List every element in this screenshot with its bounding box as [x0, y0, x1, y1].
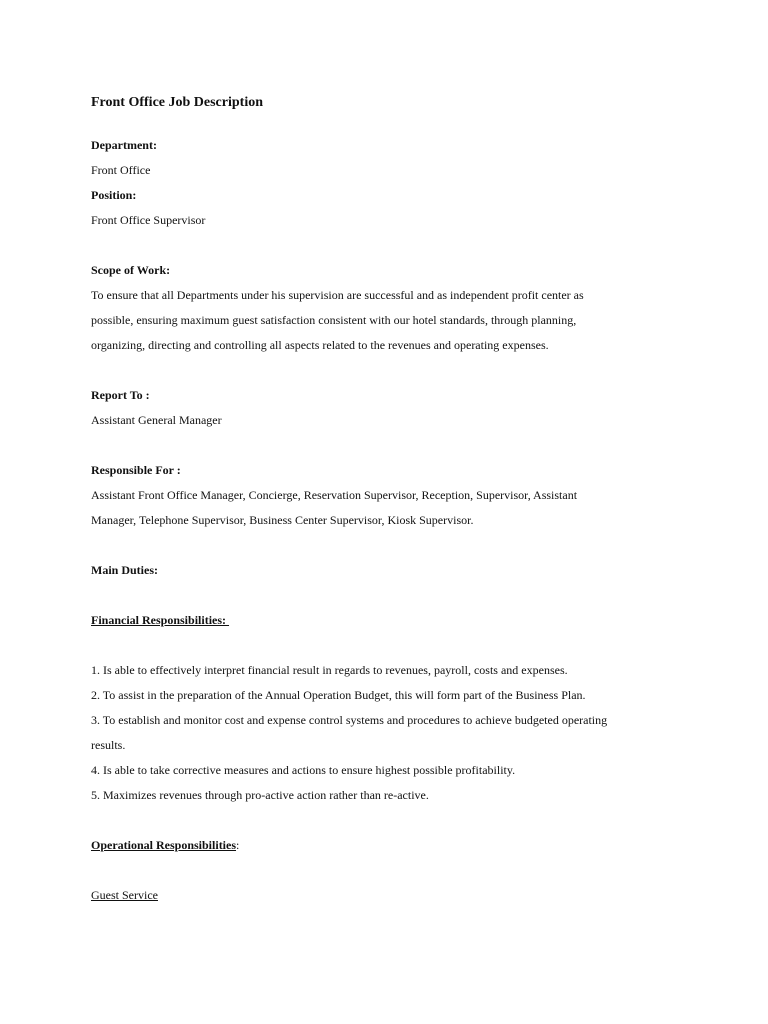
responsible-for-line: Assistant Front Office Manager, Concierge, Reservation Supervisor, Reception, Supervisor, Assistant [91, 488, 578, 502]
operational-heading: Operational Responsibilities [91, 838, 237, 852]
operational-heading-row [91, 833, 651, 858]
financial-item: 1. Is able to effectively interpret financial result in regards to revenues, payroll, costs and expenses. [91, 663, 568, 677]
scope-line: To ensure that all Departments under his supervision are successful and as independent profit center as [91, 288, 584, 302]
department-label: Department: [91, 138, 157, 152]
document-body [91, 91, 651, 908]
scope-label: Scope of Work: [91, 263, 171, 277]
financial-item: results. [91, 738, 126, 752]
scope-line: organizing, directing and controlling all aspects related to the revenues and operating expenses. [91, 338, 549, 352]
operational-heading-suffix: : [236, 838, 240, 852]
financial-item: 4. Is able to take corrective measures and actions to ensure highest possible profitability. [91, 763, 516, 777]
department-value: Front Office [91, 163, 151, 177]
main-duties-label: Main Duties: [91, 563, 158, 577]
report-to-label: Report To : [91, 388, 150, 402]
responsible-for-label: Responsible For : [91, 463, 181, 477]
scope-line: possible, ensuring maximum guest satisfaction consistent with our hotel standards, through planning, [91, 313, 577, 327]
report-to-value: Assistant General Manager [91, 413, 222, 427]
financial-heading: Financial Responsibilities: [91, 613, 230, 627]
financial-item: 2. To assist in the preparation of the Annual Operation Budget, this will form part of the Business Plan. [91, 688, 586, 702]
guest-service-heading: Guest Service [91, 888, 158, 902]
page-title: Front Office Job Description [91, 95, 263, 110]
responsible-for-line: Manager, Telephone Supervisor, Business Center Supervisor, Kiosk Supervisor. [91, 513, 474, 527]
position-value: Front Office Supervisor [91, 213, 206, 227]
position-label: Position: [91, 188, 137, 202]
financial-item: 3. To establish and monitor cost and expense control systems and procedures to achieve budgeted operating [91, 713, 608, 727]
financial-item: 5. Maximizes revenues through pro-active action rather than re-active. [91, 788, 429, 802]
